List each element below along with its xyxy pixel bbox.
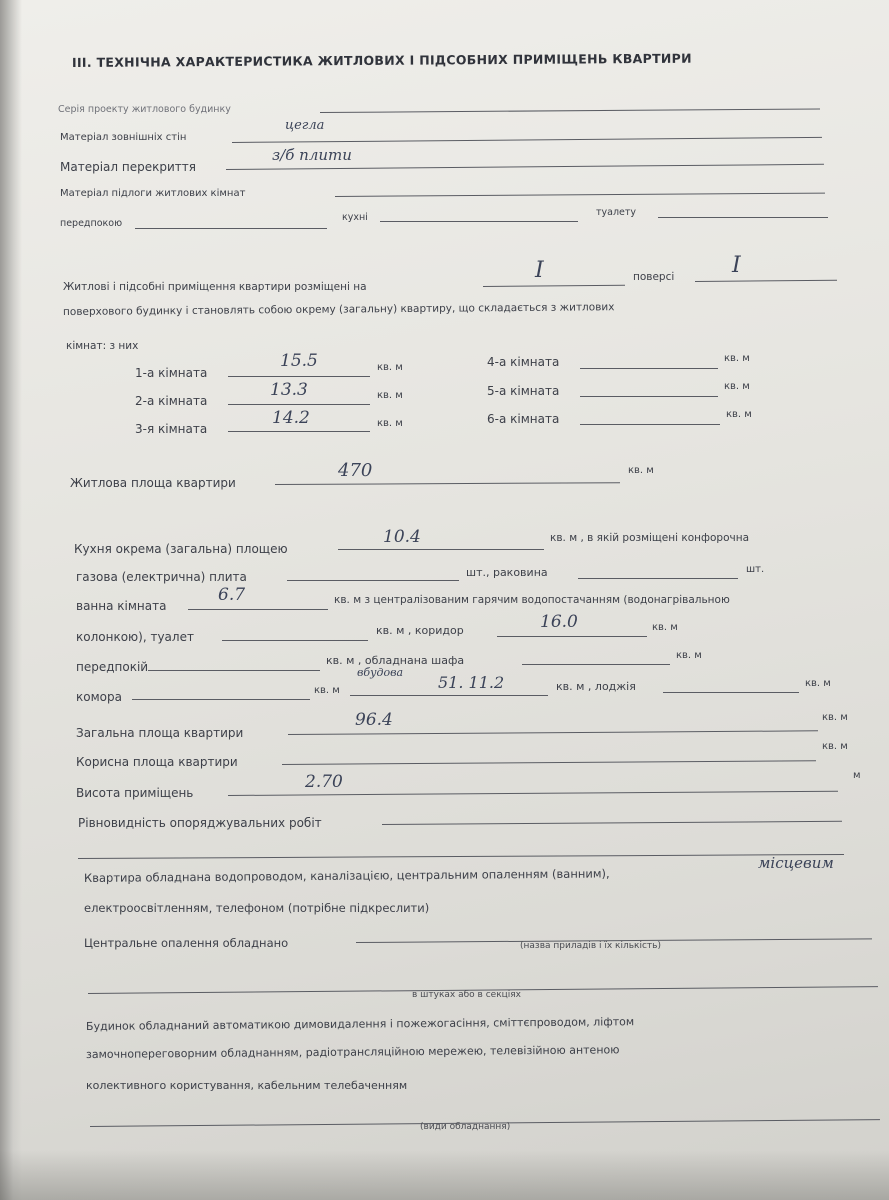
line-room4 bbox=[580, 368, 718, 369]
note-vydy: (види обладнання) bbox=[420, 1122, 511, 1132]
line-tualetu bbox=[658, 217, 828, 218]
label-korysna: Корисна площа квартири bbox=[76, 755, 238, 769]
label-lodzhiia: кв. м , лоджія bbox=[556, 680, 636, 693]
hw-komora-top: вбудова bbox=[357, 666, 404, 679]
label-material-stin: Матеріал зовнішніх стін bbox=[60, 132, 187, 143]
label-komora-unit: кв. м bbox=[314, 685, 340, 696]
label-korydor: кв. м , коридор bbox=[376, 624, 464, 637]
label-sht: шт. bbox=[746, 564, 765, 575]
label-seriya: Серія проекту житлового будинку bbox=[58, 104, 231, 115]
line-material-perekryttia bbox=[226, 164, 824, 170]
label-room5: 5-а кімната bbox=[487, 384, 560, 398]
label-peredpokii: передпокій bbox=[76, 660, 149, 674]
hw-roztashovana: I bbox=[535, 258, 544, 283]
label-room2: 2-а кімната bbox=[135, 394, 208, 408]
label-room5-unit: кв. м bbox=[724, 381, 750, 392]
label-vanna: ванна кімната bbox=[76, 599, 167, 613]
label-room4: 4-а кімната bbox=[487, 355, 560, 369]
label-remont: Рівновидність опоряджувальних робіт bbox=[78, 816, 322, 830]
line-lodzhiia bbox=[663, 692, 799, 693]
label-kukhnia-tail: кв. м , в якій розміщені конфорочна bbox=[550, 532, 750, 544]
line-peredpokoi bbox=[135, 228, 327, 229]
line-peredpokii bbox=[148, 670, 320, 671]
line-zahalna bbox=[288, 730, 818, 735]
label-material-perekryttia: Матеріал перекриття bbox=[60, 160, 196, 174]
label-kimnat: кімнат: з них bbox=[66, 340, 139, 352]
hw-vanna: 6.7 bbox=[218, 585, 246, 605]
label-room1-unit: кв. м bbox=[377, 362, 403, 373]
hw-zahalna: 96.4 bbox=[355, 710, 393, 730]
line-remont bbox=[382, 821, 842, 825]
label-kukhni: кухні bbox=[342, 212, 368, 223]
line-material-pidlohy bbox=[335, 193, 825, 197]
label-obladnana: Квартира обладнана водопроводом, каналізацією, центральним опаленням (ванним), bbox=[83, 866, 610, 885]
section-title: III. ТЕХНІЧНА ХАРАКТЕРИСТИКА ЖИТЛОВИХ І ПІДСОБНИХ ПРИМІЩЕНЬ КВАРТИРИ bbox=[71, 50, 692, 70]
line-kukhni bbox=[380, 221, 578, 222]
label-kukhnia: Кухня окрема (загальна) площею bbox=[74, 542, 288, 556]
label-roztashovana: Житлові і підсобні приміщення квартири розміщені на bbox=[63, 281, 367, 293]
line-komora bbox=[132, 699, 310, 700]
label-korysna-unit: кв. м bbox=[822, 741, 848, 752]
label-budynok-1: Будинок обладнаний автоматикою димовидалення і пожежогасіння, сміттєпроводом, ліфтом bbox=[85, 1015, 635, 1033]
bottom-shadow bbox=[0, 1150, 889, 1200]
line-korydor bbox=[497, 636, 647, 637]
label-vbudovana-shafa: кв. м , обладнана шафа bbox=[326, 654, 465, 667]
label-vysota-unit: м bbox=[853, 770, 861, 781]
note-tsentralne: (назва приладів і їх кількість) bbox=[520, 941, 661, 951]
line-poversi bbox=[695, 280, 837, 282]
hw-zhytlova: 470 bbox=[338, 460, 373, 481]
line-room2 bbox=[228, 404, 370, 405]
label-elektro: електроосвітленням, телефоном (потрібне підкреслити) bbox=[84, 901, 430, 915]
line-vanna bbox=[188, 609, 328, 610]
line-material-stin bbox=[232, 137, 822, 143]
label-korydor-unit: кв. м bbox=[652, 622, 678, 633]
hw-room3: 14.2 bbox=[272, 408, 310, 428]
label-lodzhiia-unit: кв. м bbox=[805, 678, 831, 689]
line-room3 bbox=[228, 431, 370, 432]
label-line2: поверхового будинку і становлять собою окрему (загальну) квартиру, що складається з житлових bbox=[62, 301, 615, 318]
label-room1: 1-а кімната bbox=[135, 366, 208, 380]
label-room4-unit: кв. м bbox=[724, 353, 750, 364]
hw-room1: 15.5 bbox=[280, 351, 318, 371]
hw-poversi: I bbox=[732, 253, 741, 278]
line-korysna bbox=[282, 760, 816, 765]
label-zahalna-unit: кв. м bbox=[822, 712, 848, 723]
label-room3: 3-я кімната bbox=[135, 422, 208, 436]
label-room6: 6-а кімната bbox=[487, 412, 560, 426]
hw-komora: 51. 11.2 bbox=[438, 673, 505, 692]
line-roztashovana bbox=[483, 285, 625, 287]
line-room6 bbox=[580, 424, 720, 425]
label-zhytlova: Житлова площа квартири bbox=[70, 476, 236, 490]
label-tualetu: туалету bbox=[596, 207, 637, 218]
label-vysota: Висота приміщень bbox=[76, 786, 194, 800]
line-room1 bbox=[228, 376, 370, 377]
note-shtukakh: в штуках або в секціях bbox=[412, 990, 521, 1000]
line-room5 bbox=[580, 396, 718, 397]
label-kolonkoiu: колонкою), туалет bbox=[76, 630, 194, 644]
hw-kukhnia: 10.4 bbox=[383, 527, 421, 547]
line-tualet bbox=[222, 640, 368, 641]
line-remont-2 bbox=[78, 854, 844, 859]
line-plyta bbox=[287, 580, 459, 581]
page-edge-shadow bbox=[0, 0, 22, 1200]
line-balkon bbox=[350, 695, 548, 696]
label-zahalna: Загальна площа квартири bbox=[76, 726, 244, 740]
label-budynok-2: замочнопереговорним обладнанням, радіотрансляційною мережею, телевізійною антеною bbox=[85, 1043, 620, 1061]
line-kukhnia bbox=[338, 549, 544, 550]
label-plyta: газова (електрична) плита bbox=[76, 570, 247, 584]
label-peredpokoi: передпокою bbox=[60, 218, 123, 229]
label-poversi: поверсі bbox=[633, 271, 675, 283]
label-budynok-3: колективного користування, кабельним телебаченням bbox=[86, 1079, 408, 1092]
hw-obladnana: місцевим bbox=[758, 854, 834, 872]
label-vanna-tail: кв. м з централізованим гарячим водопостачанням (водонагрівальною bbox=[334, 594, 730, 606]
line-shafa bbox=[522, 664, 670, 665]
label-room3-unit: кв. м bbox=[377, 418, 403, 429]
label-material-pidlohy: Матеріал підлоги житлових кімнат bbox=[60, 188, 246, 199]
line-seriya bbox=[320, 109, 820, 113]
hw-material-perekryttia: з/б плити bbox=[272, 146, 352, 164]
label-room6-unit: кв. м bbox=[726, 409, 752, 420]
label-sht-rakovyna: шт., раковина bbox=[466, 566, 548, 579]
line-zhytlova bbox=[275, 482, 620, 485]
hw-material-stin: цегла bbox=[285, 118, 325, 133]
line-rakovyna bbox=[578, 578, 738, 579]
hw-vysota: 2.70 bbox=[305, 772, 343, 792]
hw-korydor: 16.0 bbox=[540, 612, 578, 632]
label-tsentralne: Центральне опалення обладнано bbox=[84, 936, 289, 950]
hw-room2: 13.3 bbox=[270, 380, 308, 400]
label-zhytlova-unit: кв. м bbox=[628, 465, 654, 476]
label-shafa-unit: кв. м bbox=[676, 650, 702, 661]
label-room2-unit: кв. м bbox=[377, 390, 403, 401]
label-komora: комора bbox=[76, 690, 122, 704]
